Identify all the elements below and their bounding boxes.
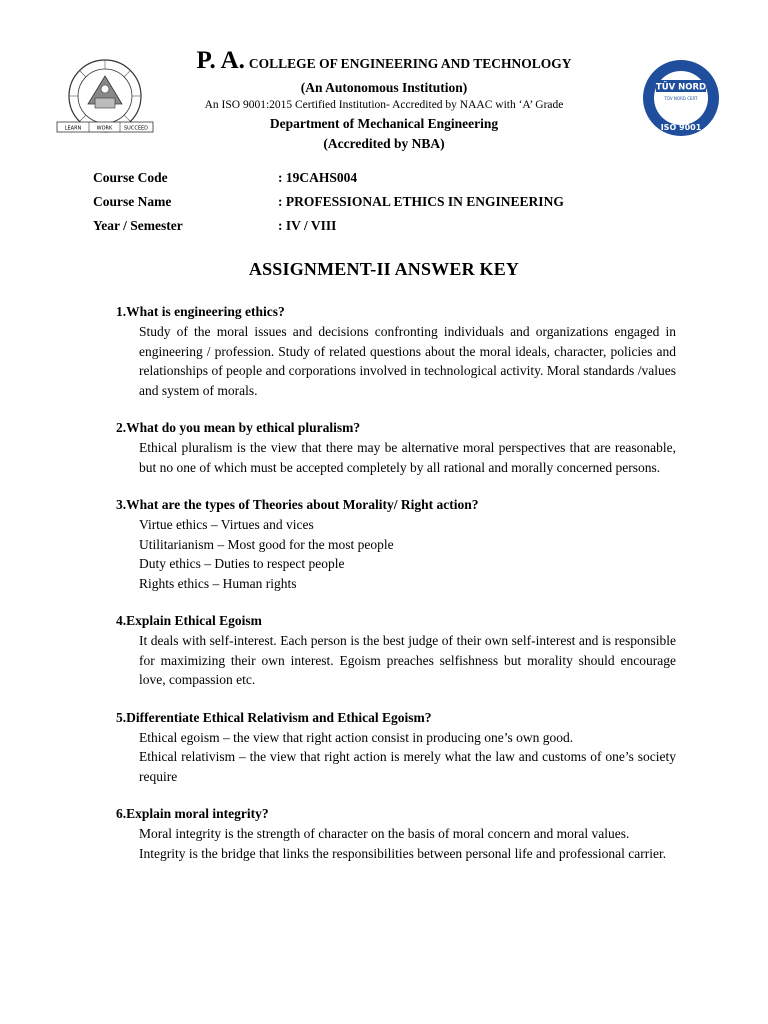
answer-5-para-1: Ethical egoism – the view that right action consist in producing one’s own good. — [139, 729, 574, 745]
answer-3-line-1: Virtue ethics – Virtues and vices — [139, 517, 314, 532]
answer-2: Ethical pluralism is the view that there may be alternative moral perspectives that are reasonable, but no one of which must be accepted completely by all rational and morally concerned persons. — [139, 440, 676, 475]
year-semester-row — [93, 216, 693, 240]
answer-3-line-3: Duty ethics – Duties to respect people — [139, 556, 345, 571]
department-name: Department of Mechanical Engineering — [269, 116, 499, 131]
document-title: ASSIGNMENT-II ANSWER KEY — [248, 259, 520, 279]
course-info — [93, 168, 693, 240]
question-block-4 — [116, 611, 676, 690]
answer-3-line-2: Utilitarianism – Most good for the most people — [139, 536, 394, 552]
question-answer-list — [116, 302, 676, 881]
college-name-rest: COLLEGE OF ENGINEERING AND TECHNOLOGY — [248, 56, 572, 71]
answer-6-para-2: Integrity is the bridge that links the responsibilities between personal life and professional carrier. — [139, 845, 667, 861]
year-semester-value: : IV / VIII — [278, 218, 337, 233]
college-name-initials: P. A. — [196, 47, 245, 74]
tuv-iso-text: ISO 9001 — [660, 123, 702, 132]
college-name — [170, 46, 598, 79]
tuv-iso-logo — [640, 58, 722, 138]
college-seal-logo — [54, 58, 156, 138]
question-block-3 — [116, 495, 676, 593]
question-4: 4.Explain Ethical Egoism — [116, 613, 262, 628]
question-2: 2.What do you mean by ethical pluralism? — [116, 420, 361, 435]
answer-1: Study of the moral issues and decisions confronting individuals and organizations engaged in engineering / profession. Study of related questions about the moral ideals, character, policies and relationships of people and corporations involved in technological activity. Moral standards /values and system of morals. — [139, 324, 676, 398]
course-name-row — [93, 192, 693, 216]
question-5: 5.Differentiate Ethical Relativism and Ethical Egoism? — [116, 709, 432, 725]
seal-label-work: WORK — [96, 125, 113, 132]
answer-6-para-1: Moral integrity is the strength of character on the basis of moral concern and moral values. — [139, 826, 630, 841]
question-block-6 — [116, 804, 676, 863]
question-block-1 — [116, 302, 676, 400]
year-semester-label: Year / Semester — [93, 218, 183, 233]
answer-5-para-2: Ethical relativism – the view that right action is merely what the law and customs of one’s society require — [139, 749, 676, 784]
course-code-value: : 19CAHS004 — [278, 170, 358, 185]
course-code-row — [93, 168, 693, 192]
answer-3-line-4: Rights ethics – Human rights — [139, 575, 297, 591]
question-block-2 — [116, 418, 676, 477]
tuv-brand-text: TÜV NORD — [655, 82, 707, 93]
course-code-label: Course Code — [93, 170, 168, 185]
question-6: 6.Explain moral integrity? — [116, 806, 269, 821]
answer-4: It deals with self-interest. Each person is the best judge of their own self-interest and is responsible for maximizing their own interest. Egoism preaches selfishness but morality should encourage love, compassion etc. — [139, 633, 676, 687]
course-name-label: Course Name — [93, 194, 172, 209]
college-header — [170, 46, 598, 154]
course-name-value: : PROFESSIONAL ETHICS IN ENGINEERING — [278, 194, 564, 209]
iso-accreditation-line: An ISO 9001:2015 Certified Institution- Accredited by NAAC with ‘A’ Grade — [204, 99, 564, 111]
seal-label-succeed: SUCCEED — [124, 125, 148, 132]
seal-label-learn: LEARN — [64, 125, 82, 132]
nba-accreditation: (Accredited by NBA) — [323, 136, 445, 151]
question-block-5 — [116, 708, 676, 787]
tuv-sub-text: TÜV NORD CERT — [664, 96, 698, 101]
question-3: 3.What are the types of Theories about Morality/ Right action? — [116, 497, 479, 512]
question-1: 1.What is engineering ethics? — [116, 304, 285, 319]
autonomous-label: (An Autonomous Institution) — [300, 80, 468, 95]
